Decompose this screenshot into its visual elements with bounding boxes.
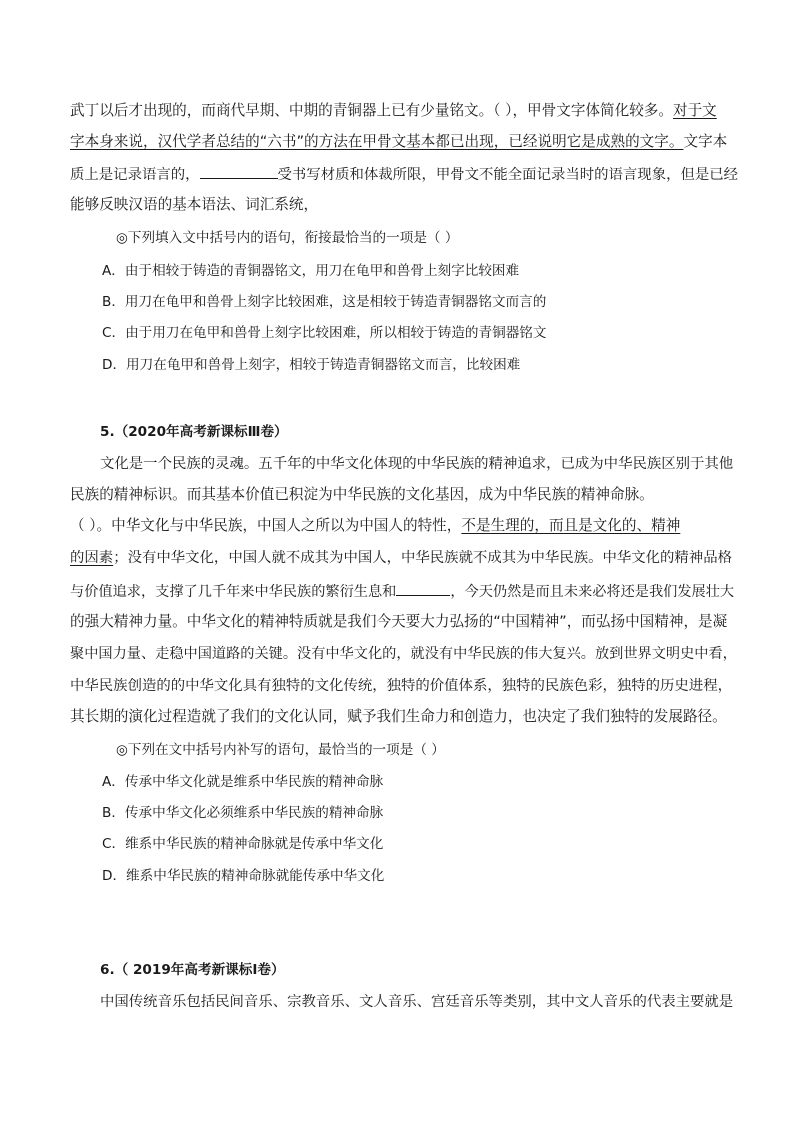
option-b: B．用刀在龟甲和兽骨上刻字比较困难，这是相较于铸造青铜器铭文而言的 — [102, 294, 547, 310]
passage-line — [70, 195, 740, 215]
passage-text: 质上是记录语言的， — [70, 167, 200, 183]
underlined-text: 对于文 — [672, 102, 717, 119]
passage-text: 武丁以后才出现的，而商代早期、中期的青铜器上已有少量铭文。（ ），甲骨文字体简化较多。 — [70, 102, 673, 119]
question-title: 6.（ 2019年高考新课标Ⅰ卷） — [100, 962, 285, 978]
passage-line: 中华民族创造的的中华文化具有独特的文化传统，独特的价值体系，独特的民族色彩，独特的历史进程， — [70, 678, 732, 694]
option-b: B．传承中华文化必须维系中华民族的精神命脉 — [102, 805, 384, 821]
option-a: A．传承中华文化就是维系中华民族的精神命脉 — [102, 774, 384, 790]
passage-line — [70, 132, 740, 152]
passage-line: 文化是一个民族的灵魂。五千年的中华文化体现的中华民族的精神追求，已成为中华民族区别于其他 — [100, 456, 734, 472]
passage-line: 聚中国力量、走稳中国道路的关键。没有中华文化的，就没有中华民族的伟大复兴。放到世界文明史中看， — [70, 646, 737, 662]
underlined-text: 的因素 — [70, 550, 114, 566]
passage-line — [70, 516, 740, 536]
passage-text: ；没有中华文化，中国人就不成其为中国人，中华民族就不成其为中华民族。中华文化的精神品格 — [113, 550, 732, 566]
option-c: C．维系中华民族的精神命脉就是传承中华文化 — [102, 836, 384, 852]
question-title: 5.（2020年高考新课标Ⅲ卷） — [100, 424, 288, 440]
passage-line — [70, 548, 740, 568]
passage-text: （ ）。中华文化与中华民族，中国人之所以为中国人的特性， — [70, 517, 462, 534]
passage-text: 文字本 — [683, 133, 728, 150]
passage-text: 与价值追求，支撑了几千年来中华民族的繁衍生息和 — [70, 584, 397, 600]
question-prompt: ◎下列在文中括号内补写的语句，最恰当的一项是（ ） — [116, 742, 445, 758]
option-a: A．由于相较于铸造的青铜器铭文，用刀在龟甲和兽骨上刻字比较困难 — [102, 263, 520, 279]
fill-blank — [396, 580, 450, 596]
passage-line — [70, 580, 740, 602]
passage-line — [70, 163, 740, 185]
passage-line: 民族的精神标识。而其基本价值已积淀为中华民族的文化基因，成为中华民族的精神命脉。 — [70, 486, 654, 503]
passage-line: 其长期的演化过程造就了我们的文化认同，赋予我们生命力和创造力，也决定了我们独特的发展路径。 — [70, 708, 727, 725]
option-c: C．由于用刀在龟甲和兽骨上刻字比较困难，所以相较于铸造的青铜器铭文 — [102, 325, 547, 341]
fill-blank — [200, 163, 278, 179]
question-prompt: ◎下列填入文中括号内的语句，衔接最恰当的一项是（ ） — [116, 230, 459, 246]
underlined-text: 字本身来说，汉代学者总结的“六书”的方法在甲骨文基本都已出现，已经说明它是成熟的文字。 — [70, 133, 684, 150]
option-d: D．用刀在龟甲和兽骨上刻字，相较于铸造青铜器铭文而言，比较困难 — [102, 357, 521, 373]
option-d: D．维系中华民族的精神命脉就能传承中华文化 — [102, 868, 385, 884]
passage-line — [70, 101, 740, 121]
passage-line: 中国传统音乐包括民间音乐、宗教音乐、文人音乐、宫廷音乐等类别，其中文人音乐的代表主要就是 — [100, 994, 734, 1010]
passage-text: ，今天仍然是而且未来必将还是我们发展壮大 — [450, 584, 735, 600]
underlined-text: 不是生理的，而且是文化的、精神 — [461, 517, 681, 534]
passage-line: 的强大精神力量。中华文化的精神特质就是我们今天要大力弘扬的“中国精神”，而弘扬中国精神，是凝 — [70, 613, 728, 630]
passage-text: 能够反映汉语的基本语法、词汇系统， — [70, 196, 319, 213]
passage-text: 受书写材质和体裁所限，甲骨文不能全面记录当时的语言现象，但是已经 — [277, 167, 739, 183]
